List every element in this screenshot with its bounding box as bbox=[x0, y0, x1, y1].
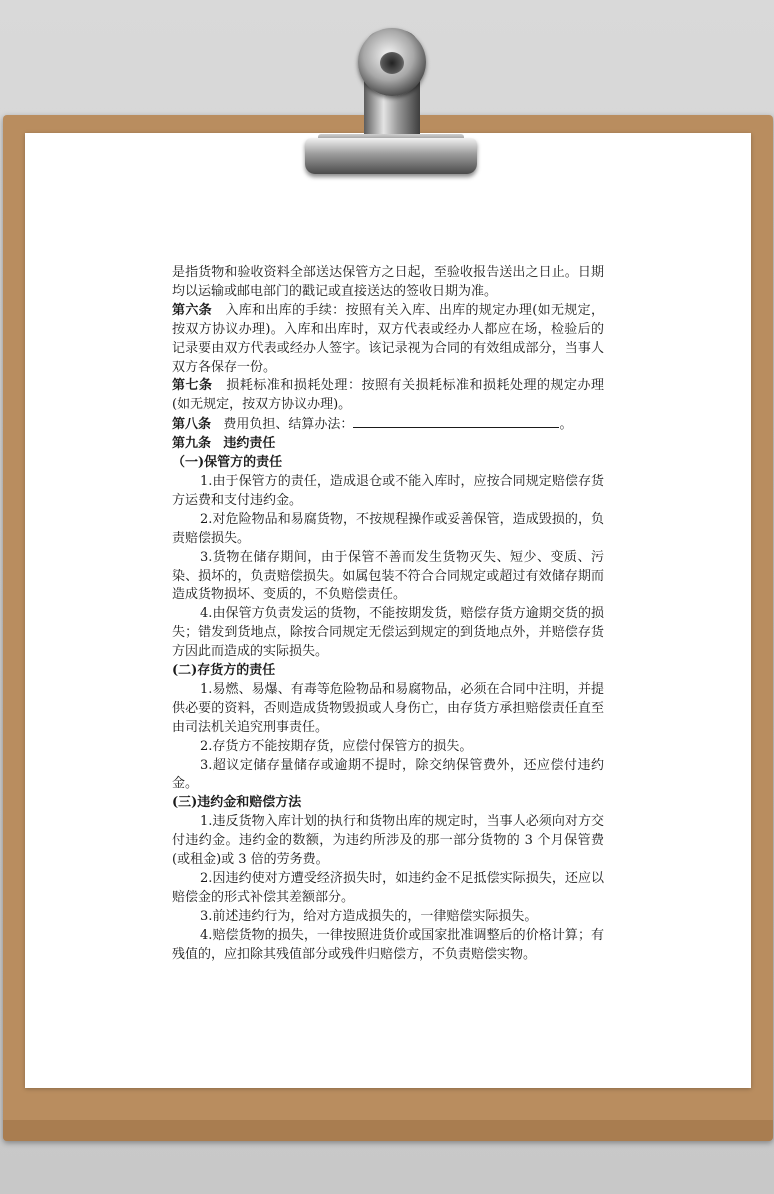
list-item: 3.前述违约行为，给对方造成损失的，一律赔偿实际损失。 bbox=[200, 908, 538, 924]
document-body bbox=[172, 264, 604, 965]
list-item: 2.对危险物品和易腐货物，不按规程操作或妥善保管，造成毁损的，负责赔偿损失。 bbox=[172, 511, 604, 546]
article-6-text: 入库和出库的手续：按照有关入库、出库的规定办理(如无规定，按双方协议办理)。入库和出库时，双方代表或经办人都应在场，检验后的记录要由双方代表或经办人签字。该记录视为合同的有效组成部分，当事人双方各保存一份。 bbox=[172, 302, 604, 375]
list-item: 2.存货方不能按期存货，应偿付保管方的损失。 bbox=[200, 738, 473, 754]
list-item: 1.违反货物入库计划的执行和货物出库的规定时，当事人必须向对方交付违约金。违约金的数额，为违约所涉及的那一部分货物的 3 个月保管费(或租金)或 3 倍的劳务费。 bbox=[172, 814, 604, 868]
article-9-title: 违约责任 bbox=[223, 436, 276, 452]
list-item: 2.因违约使对方遭受经济损失时，如违约金不足抵偿实际损失，还应以赔偿金的形式补偿其差额部分。 bbox=[172, 871, 604, 905]
article-7-text: 损耗标准和损耗处理：按照有关损耗标准和损耗处理的规定办理(如无规定，按双方协议办理)。 bbox=[172, 378, 604, 413]
section-heading: （一)保管方的责任 bbox=[172, 455, 283, 471]
paragraph-intro: 是指货物和验收资料全部送达保管方之日起，至验收报告送出之日止。日期均以运输或邮电部门的戳记或直接送达的签收日期为准。 bbox=[172, 265, 604, 299]
list-item: 4.由保管方负责发运的货物，不能按期发货，赔偿存货方逾期交货的损失；错发到货地点，除按合同规定无偿运到规定的到货地点外，并赔偿存货方因此而造成的实际损失。 bbox=[172, 606, 604, 660]
article-9 bbox=[172, 435, 604, 454]
article-8-label: 第八条 bbox=[172, 417, 212, 433]
list-item: 3.货物在储存期间，由于保管不善而发生货物灭失、短少、变质、污染、损坏的，负责赔偿损失。如属包装不符合合同规定或超过有效储存期而造成货物损坏、变质的，不负赔偿责任。 bbox=[172, 549, 604, 603]
clipboard-edge bbox=[3, 1120, 773, 1141]
clip-base bbox=[305, 138, 477, 174]
article-6-label: 第六条 bbox=[172, 302, 213, 318]
list-item: 1.由于保管方的责任，造成退仓或不能入库时，应按合同规定赔偿存货方运费和支付违约金。 bbox=[172, 473, 604, 508]
article-7 bbox=[172, 377, 604, 415]
list-item: 1.易燃、易爆、有毒等危险物品和易腐物品，必须在合同中注明，并提供必要的资料，否则造成货物毁损或人身伤亡，由存货方承担赔偿责任直至由司法机关追究刑事责任。 bbox=[172, 681, 604, 735]
clip-hole bbox=[380, 52, 404, 74]
section-heading: (二)存货方的责任 bbox=[172, 663, 276, 679]
list-item: 4.赔偿货物的损失，一律按照进货价或国家批准调整后的价格计算；有残值的，应扣除其残值部分或残件归赔偿方，不负责赔偿实物。 bbox=[172, 927, 604, 962]
article-7-label: 第七条 bbox=[172, 378, 213, 394]
list-item: 3.超议定储存量储存或逾期不提时，除交纳保管费外，还应偿付违约金。 bbox=[172, 757, 604, 792]
article-6 bbox=[172, 302, 604, 378]
article-8-end: 。 bbox=[559, 417, 573, 433]
fill-blank-line bbox=[353, 415, 559, 428]
section-heading: (三)违约金和赔偿方法 bbox=[172, 795, 302, 811]
article-8-text: 费用负担、结算办法： bbox=[223, 417, 354, 433]
article-9-label: 第九条 bbox=[172, 436, 212, 452]
article-8 bbox=[172, 415, 604, 435]
